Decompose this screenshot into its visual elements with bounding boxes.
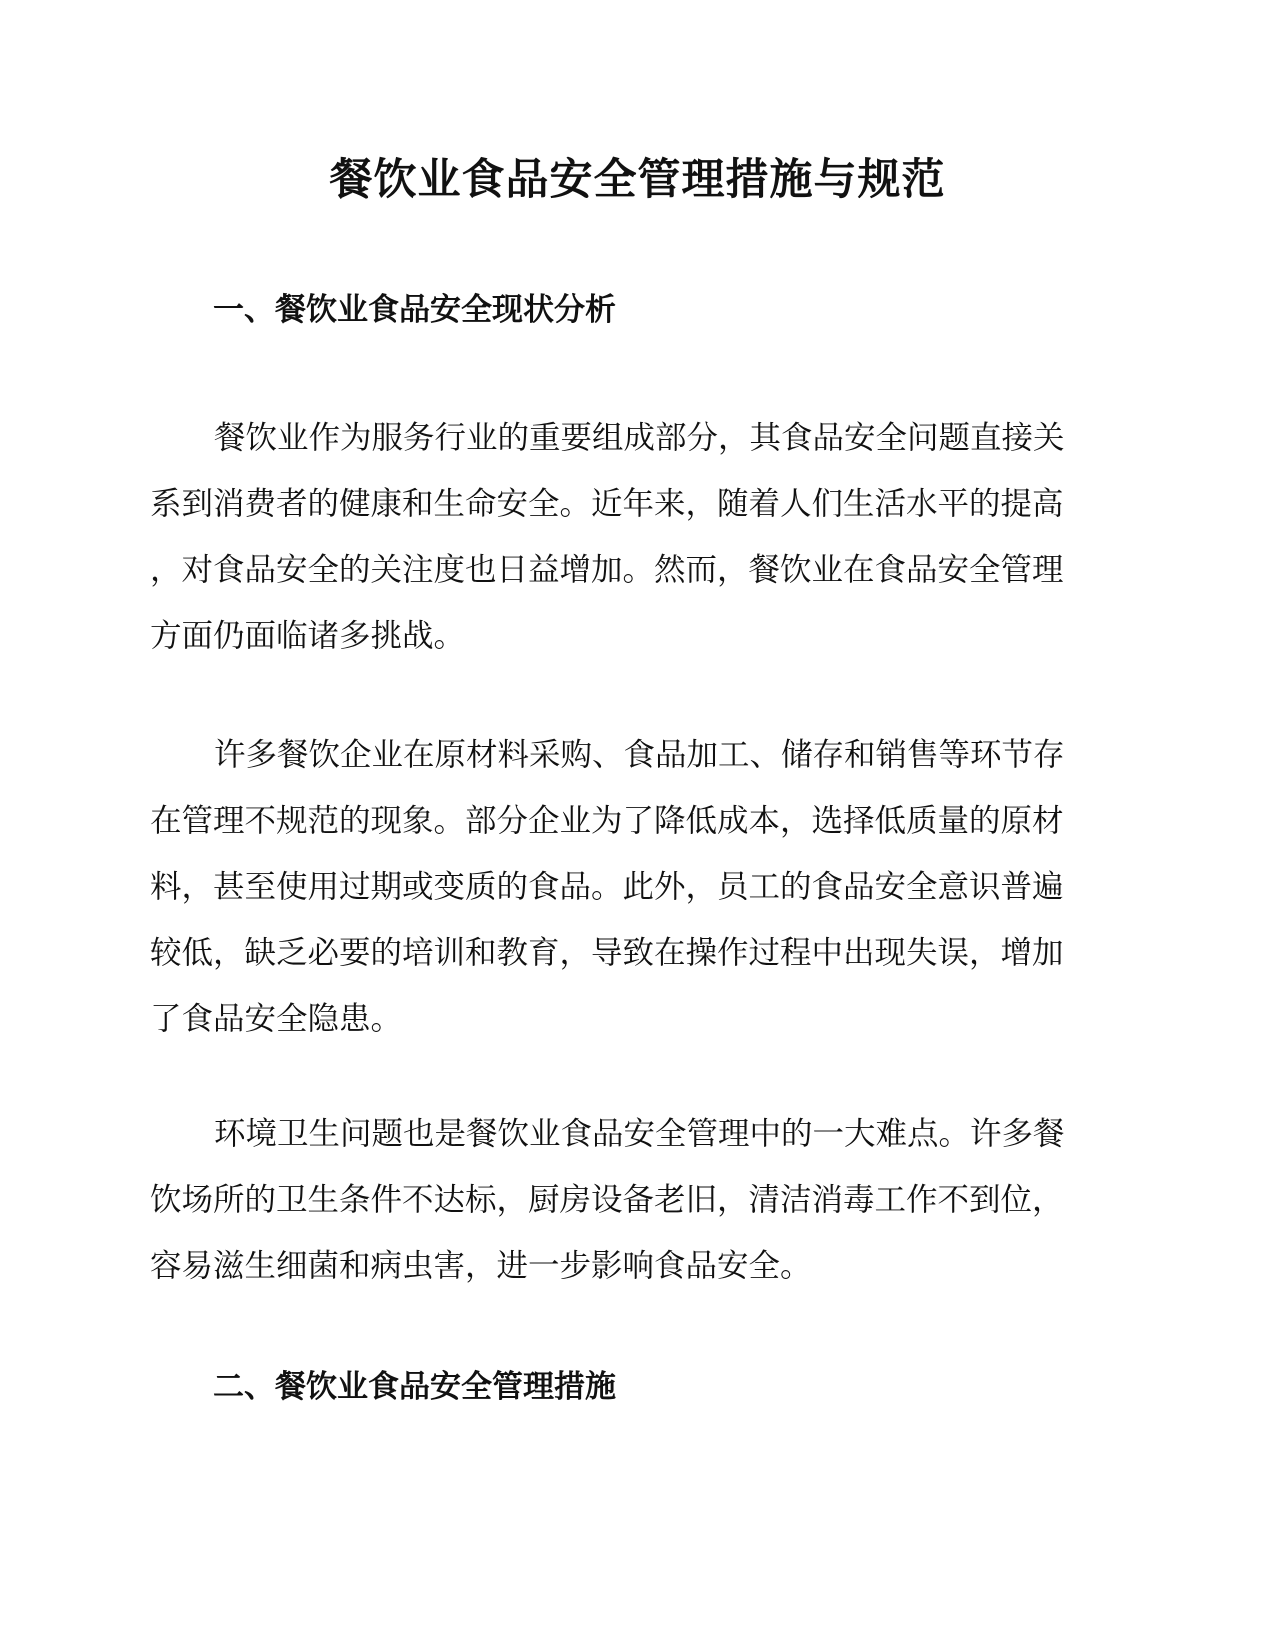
paragraph-line: 在管理不规范的现象。部分企业为了降低成本，选择低质量的原材 [150, 803, 1064, 839]
paragraph-line: 方面仍面临诸多挑战。 [150, 618, 466, 654]
paragraph-2 [150, 722, 1116, 1052]
paragraph-3 [150, 1101, 1116, 1299]
paragraph-line: 许多餐饮企业在原材料采购、食品加工、储存和销售等环节存 [214, 737, 1065, 773]
document-title: 餐饮业食品安全管理措施与规范 [329, 155, 946, 205]
paragraph-line: 环境卫生问题也是餐饮业食品安全管理中的一大难点。许多餐 [214, 1116, 1065, 1152]
paragraph-line: 较低，缺乏必要的培训和教育，导致在操作过程中出现失误，增加 [150, 935, 1064, 971]
paragraph-line: 系到消费者的健康和生命安全。近年来，随着人们生活水平的提高 [150, 486, 1064, 522]
paragraph-line: 容易滋生细菌和病虫害，进一步影响食品安全。 [150, 1248, 812, 1284]
section-heading-1: 一、餐饮业食品安全现状分析 [213, 292, 616, 328]
paragraph-line: 饮场所的卫生条件不达标，厨房设备老旧，清洁消毒工作不到位， [150, 1182, 1064, 1218]
paragraph-line: 餐饮业作为服务行业的重要组成部分，其食品安全问题直接关 [214, 420, 1065, 456]
paragraph-line: 了食品安全隐患。 [150, 1001, 403, 1037]
paragraph-1 [150, 405, 1116, 669]
paragraph-line: 料，甚至使用过期或变质的食品。此外，员工的食品安全意识普遍 [150, 869, 1064, 905]
section-heading-2: 二、餐饮业食品安全管理措施 [213, 1369, 616, 1405]
paragraph-line: ，对食品安全的关注度也日益增加。然而，餐饮业在食品安全管理 [150, 552, 1064, 588]
